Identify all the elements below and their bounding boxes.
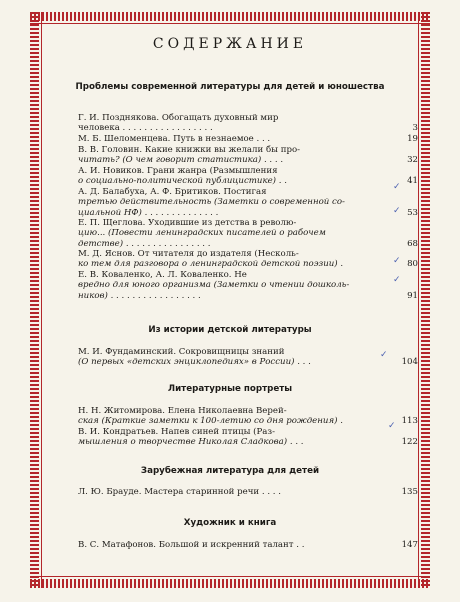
toc-entry[interactable]: Г. И. Позднякова. Обогащать духовный мир человека . . . . . . . . . . . . . . . . . 3 [78,113,418,134]
pencil-check-icon: ✓ [393,256,401,266]
toc-entry[interactable]: М. Б. Шеломенцева. Путь в незнаемое . . . 19 [78,134,418,144]
border-right-rule [418,12,419,588]
toc-entry[interactable]: В. С. Матафонов. Большой и искренний талант . . 147 [78,540,418,550]
page-number: 80 [407,259,418,270]
pencil-check-icon: ✓ [393,182,401,192]
border-left [30,12,39,588]
border-right [421,12,430,588]
page-number: 104 [401,357,418,368]
toc-entry[interactable]: Е. В. Коваленко, А. Л. Коваленко. Не вредно для юного организма (Заметки о чтении дошколь- ников) . . . . . . . . . . . . . . . . . 91 [78,270,418,301]
page-number: 41 [407,176,418,187]
toc-entry[interactable]: Л. Ю. Брауде. Мастера старинной речи . . . . 135 [78,487,418,497]
toc-entry[interactable]: А. И. Новиков. Грани жанра (Размышления о социально-политической публицистике) . . 41 [78,166,418,187]
border-top-rule [30,23,430,24]
page-number: 68 [407,238,418,249]
toc-entry[interactable]: Н. Н. Житомирова. Елена Николаевна Верей- ская (Краткие заметки к 100-летию со дня рождения) . 113 [78,406,418,427]
section-heading: Литературные портреты [167,384,293,394]
border-bottom-rule [30,576,430,577]
page-number: 122 [401,437,418,448]
page-number: 135 [401,487,418,497]
page-number: 32 [407,155,418,166]
section-heading: Зарубежная литература для детей [140,466,320,476]
section-heading: Художник и книга [183,518,277,528]
pencil-check-icon: ✓ [380,350,388,360]
toc-entry[interactable]: М. Д. Яснов. От читателя до издателя (Несколь- ко тем для разговора о ленинградской детской поэзии) . 80 [78,249,418,270]
pencil-check-icon: ✓ [393,206,401,216]
toc-entry[interactable]: А. Д. Балабуха, А. Ф. Бритиков. Постигая третью действительность (Заметки о современной со- циальной НФ) . . . . . . . . . . . . . . 53 [78,187,418,218]
section-heading: Из истории детской литературы [148,325,312,335]
page-number: 91 [407,290,418,301]
border-left-rule [41,12,42,588]
page-number: 53 [407,207,418,218]
page-number: 3 [412,123,418,134]
border-bottom [30,579,430,588]
page-number: 147 [401,540,418,550]
toc-entry[interactable]: В. В. Головин. Какие книжки вы желали бы про- читать? (О чем говорит статистика) . . . . 32 [78,145,418,166]
section-heading: Проблемы современной литературы для детей и юношества [75,82,385,92]
page-title: СОДЕРЖАНИЕ [152,36,308,52]
toc-entry[interactable]: В. И. Кондратьев. Напев синей птицы (Раз- мышления о творчестве Николая Сладкова) . . . 122 [78,427,418,448]
toc-entry[interactable]: Е. П. Щеглова. Уходившие из детства в револю- цию... (Повести ленинградских писателей о рабочем детстве) . . . . . . . . . . . . . . . . 68 [78,218,418,249]
pencil-check-icon: ✓ [388,421,396,431]
pencil-check-icon: ✓ [393,275,401,285]
page-number: 19 [407,134,418,144]
toc-entry[interactable]: М. И. Фундаминский. Сокровищницы знаний (О первых «детских энциклопедиях» в России) . . . 104 [78,347,418,368]
border-top [30,12,430,21]
page-number: 113 [401,416,418,427]
